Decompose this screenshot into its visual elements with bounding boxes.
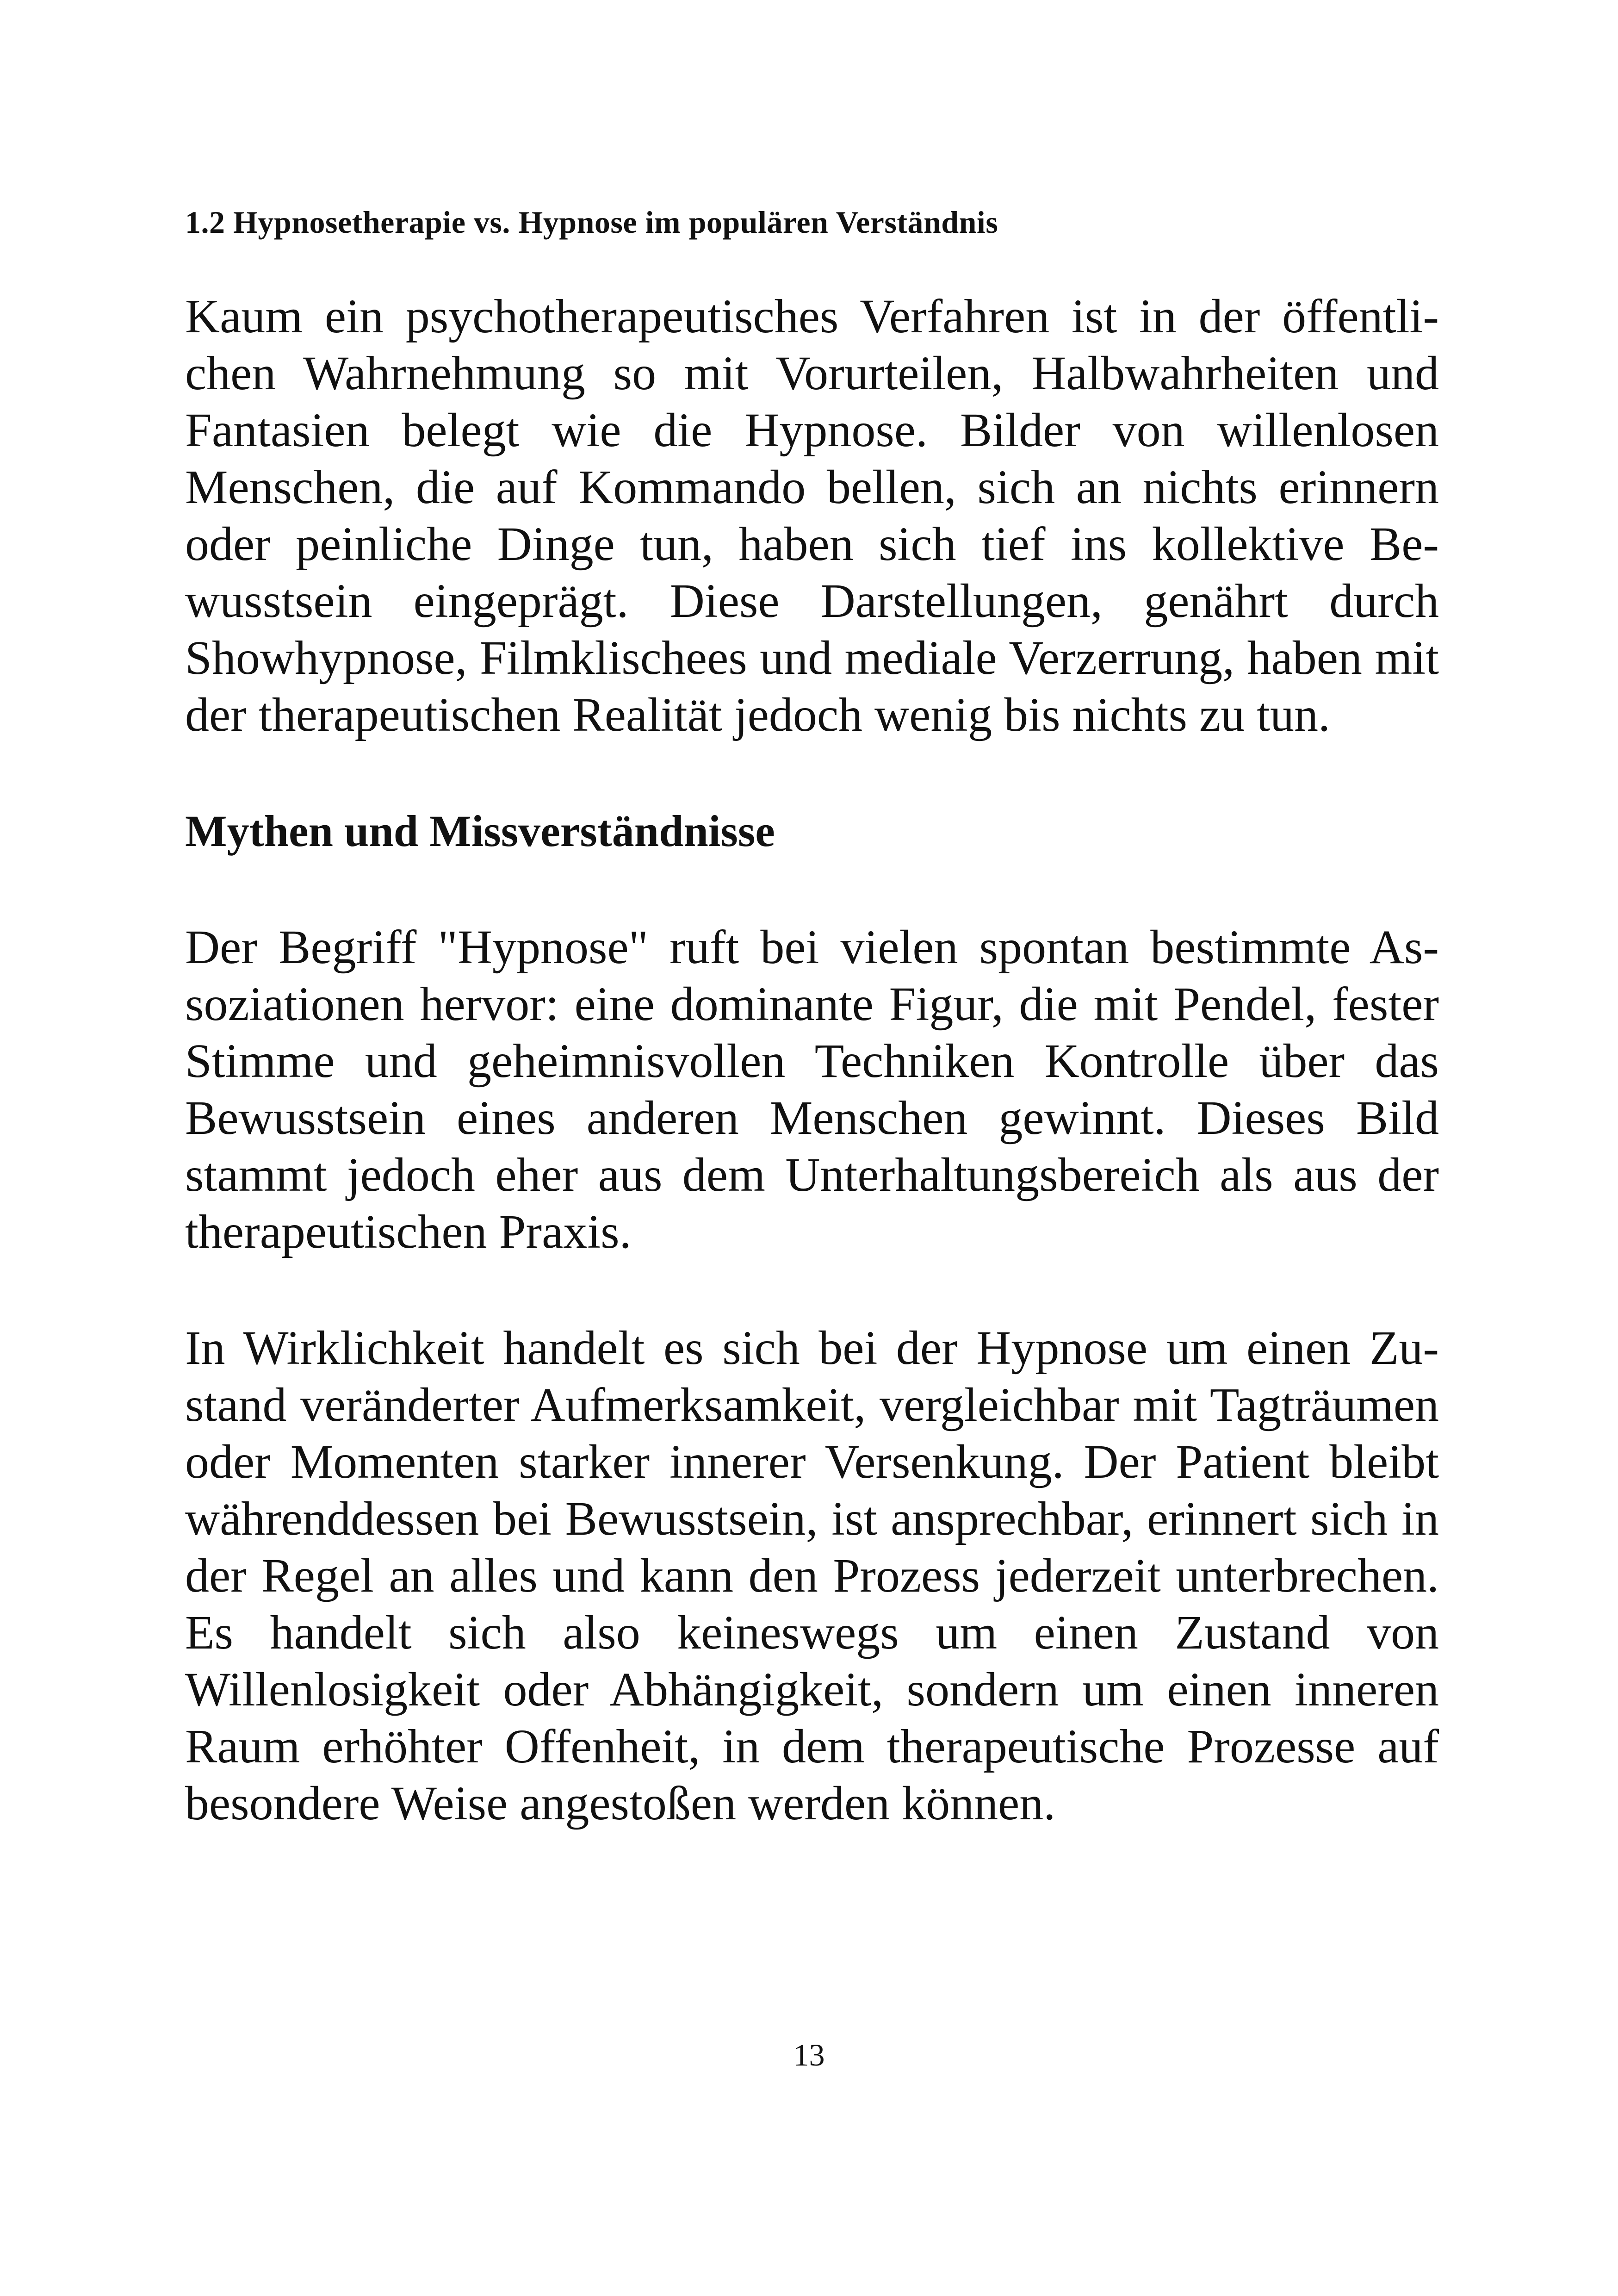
section-title: 1.2 Hypnosetherapie vs. Hypnose im populären Verständnis bbox=[185, 205, 998, 240]
paragraph-term: Der Begriff "Hypnose" ruft bei vielen spontan bestimmte Assoziationen hervor: eine dominante Figur, die mit Pendel, fester Stimme und geheimnisvollen Techniken Kontrolle über das Bewusstsein eines anderen Menschen gewinnt. Dieses Bild stammt jedoch eher aus dem Unterhaltungsbereich als aus der therapeutischen Praxis. bbox=[185, 921, 1439, 1258]
paragraph-reality: In Wirklichkeit handelt es sich bei der Hypnose um einen Zustand veränderter Aufmerksamkeit, vergleichbar mit Tagträumen oder Momenten starker innerer Versenkung. Der Patient bleibt währenddessen bei Bewusstsein, ist ansprechbar, erinnert sich in der Regel an alles und kann den Prozess jederzeit unterbrechen. Es handelt sich also keineswegs um einen Zustand von Willenlosigkeit oder Abhängigkeit, sondern um einen inneren Raum erhöhter Offenheit, in dem therapeutische Prozesse auf besondere Weise angestoßen werden können. bbox=[185, 1321, 1439, 1830]
paragraph-intro: Kaum ein psychotherapeutisches Verfahren ist in der öffentlichen Wahrnehmung so mit Vorurteilen, Halbwahrheiten und Fantasien belegt wie die Hypnose. Bilder von willenlosen Menschen, die auf Kommando bellen, sich an nichts erinnern oder peinliche Dinge tun, haben sich tief ins kollektive Bewusstsein eingeprägt. Diese Darstellungen, genährt durch Showhypnose, Filmklischees und mediale Verzerrung, haben mit der therapeutischen Realität jedoch wenig bis nichts zu tun. bbox=[185, 290, 1439, 741]
page-content bbox=[185, 199, 1439, 1832]
subheading-myths: Mythen und Missverständnisse bbox=[185, 806, 775, 856]
page-number: 13 bbox=[793, 2037, 825, 2072]
